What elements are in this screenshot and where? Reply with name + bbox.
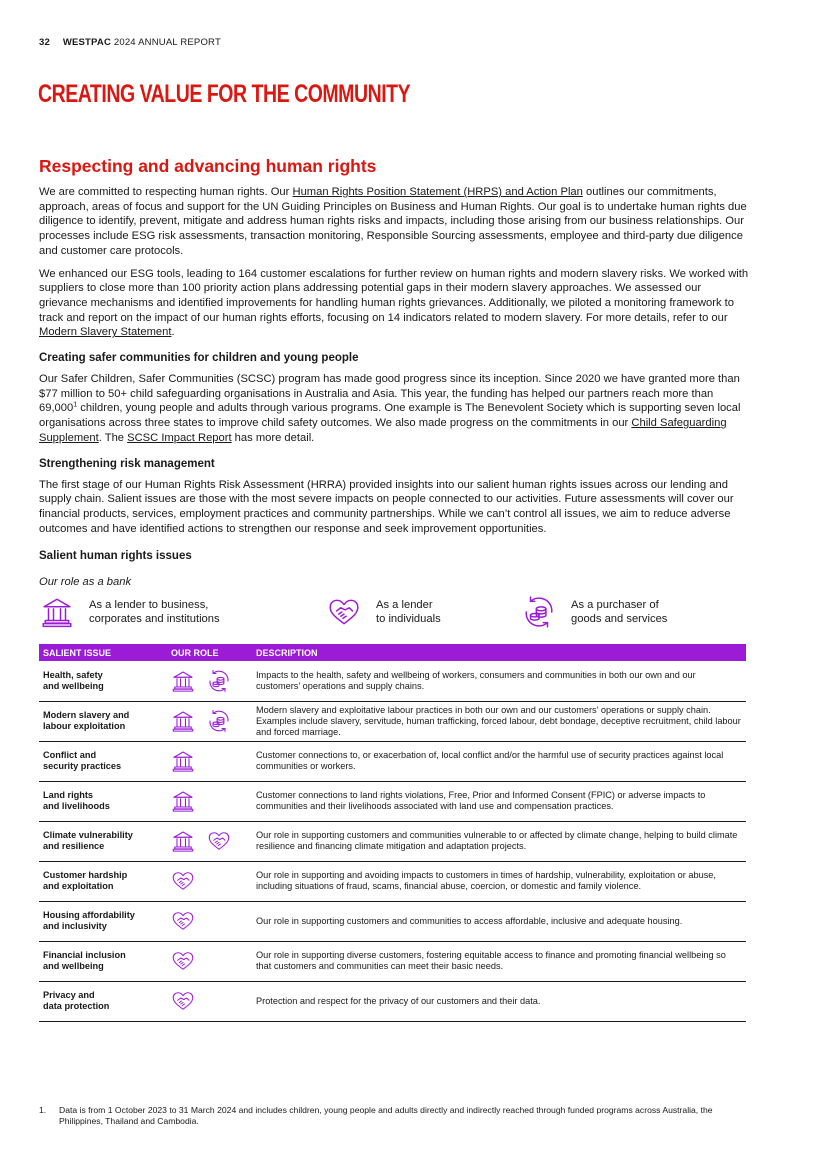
issue-name: Climate vulnerability and resilience — [39, 821, 167, 861]
paragraph-text: has more detail. — [231, 431, 315, 444]
issue-roles — [167, 661, 252, 701]
footnote-text: Data is from 1 October 2023 to 31 March 2024 and includes children, young people and adults directly and indirectly reached through funded programs across Australia, the Philippines, Thailand and Cambodia. — [59, 1105, 713, 1126]
coins-cycle-icon — [207, 709, 231, 733]
issue-name: Modern slavery and labour exploitation — [39, 701, 167, 741]
handshake-heart-icon — [171, 909, 195, 933]
coins-cycle-icon — [207, 669, 231, 693]
paragraph-text: We enhanced our ESG tools, leading to 164 customer escalations for further review on human rights and modern slavery risks. We worked with suppliers to close more than 100 priority action plans addressing potential gaps in their modern slavery approaches. We assessed our grievance mechanisms and identified improvements for handling human rights grievances. Additionally, we piloted a monitoring framework to track and report on the impact of our human rights efforts, focusing on 14 indicators related to modern slavery. For more details, refer to our — [39, 267, 749, 324]
issue-roles — [167, 781, 252, 821]
issue-name: Privacy and data protection — [39, 981, 167, 1021]
footnote-number: 1. — [39, 1105, 47, 1115]
role-business — [39, 594, 326, 630]
bank-icon — [171, 789, 195, 813]
paragraph-text: outlines our commitments, approach, areas of focus and support for the UN Guiding Principles on Business and Human Rights. Our goal is to undertake human rights due diligence to identify, prevent, mitigate and address human rights risks and impacts, including those arising from our business relationships. Our processes include ESG risk assessments, transaction monitoring, Responsible Sourcing assessments, employee and third-party due diligence and customer care protocols. — [39, 186, 747, 257]
child-safeguarding-link[interactable]: Child Safeguarding Supplement — [39, 417, 727, 444]
coins-cycle-icon — [521, 594, 557, 630]
table-row — [39, 941, 746, 981]
issue-description: Our role in supporting customers and communities to access affordable, inclusive and adequate housing. — [252, 901, 746, 941]
issue-description: Our role in supporting and avoiding impacts to customers in times of hardship, vulnerability, exploitation or abuse, including situations of fraud, scams, financial abuse, coercion, or domestic and family violence. — [252, 861, 746, 901]
page-header — [39, 37, 221, 48]
table-row — [39, 861, 746, 901]
paragraph-text: We are committed to respecting human rights. Our — [39, 186, 293, 198]
issue-name: Conflict and security practices — [39, 741, 167, 781]
issue-description: Impacts to the health, safety and wellbeing of workers, consumers and communities in both our own and our customers’ operations and supply chains. — [252, 661, 746, 701]
footnote — [39, 1105, 749, 1127]
issue-roles — [167, 821, 252, 861]
issue-description: Our role in supporting diverse customers, fostering equitable access to finance and promoting financial wellbeing so that customers and communities can meet their basic needs. — [252, 941, 746, 981]
scsc-report-link[interactable]: SCSC Impact Report — [127, 431, 232, 444]
bank-icon — [171, 749, 195, 773]
issue-name: Financial inclusion and wellbeing — [39, 941, 167, 981]
table-row — [39, 701, 746, 741]
handshake-heart-icon — [171, 949, 195, 973]
role-label: Our role as a bank — [39, 576, 132, 589]
role-legend — [39, 594, 749, 630]
issue-name: Land rights and livelihoods — [39, 781, 167, 821]
table-header-row — [39, 644, 746, 661]
column-header: DESCRIPTION — [252, 644, 746, 661]
heading-risk: Strengthening risk management — [39, 457, 215, 470]
column-header: SALIENT ISSUE — [39, 644, 167, 661]
issue-description: Customer connections to, or exacerbation of, local conflict and/or the harmful use of security practices against local communities or workers. — [252, 741, 746, 781]
issue-name: Health, safety and wellbeing — [39, 661, 167, 701]
issue-name: Housing affordability and inclusivity — [39, 901, 167, 941]
paragraph-text: . — [171, 326, 175, 339]
bank-icon — [171, 829, 195, 853]
handshake-heart-icon — [326, 594, 362, 630]
page-number: 32 — [39, 37, 50, 48]
hrps-link[interactable]: Human Rights Position Statement (HRPS) and Action Plan — [292, 186, 583, 198]
table-row — [39, 781, 746, 821]
subheading: Respecting and advancing human rights — [39, 156, 377, 176]
brand-name: WESTPAC — [62, 37, 112, 48]
table-row — [39, 661, 746, 701]
table-row — [39, 821, 746, 861]
role-text: As a purchaser of goods and services — [571, 598, 668, 626]
heading-children: Creating safer communities for children and young people — [39, 352, 359, 365]
issue-description: Customer connections to land rights violations, Free, Prior and Informed Consent (FPIC) or adverse impacts to communities and their livelihoods associated with land use and compensation practices. — [252, 781, 746, 821]
issue-roles — [167, 701, 252, 741]
bank-icon — [39, 594, 75, 630]
column-header: OUR ROLE — [167, 644, 252, 661]
issue-description: Our role in supporting customers and communities vulnerable to or affected by climate change, helping to build climate resilience and financing climate mitigation and adaptation projects. — [252, 821, 746, 861]
paragraph-hrra: The first stage of our Human Rights Risk Assessment (HRRA) provided insights into our salient human rights issues across our lending and supply chain. Salient issues are those with the most severe impacts on people connected to our activities. Future assessments will cover our financial products, services, employment practices and community partnerships. While we can’t control all issues, we aim to reduce adverse outcomes and have identified actions to strengthen our response and seek improvement opportunities. — [39, 478, 734, 535]
role-purchaser — [521, 594, 667, 630]
role-text: As a lender to individuals — [376, 598, 441, 626]
issue-description: Protection and respect for the privacy of our customers and their data. — [252, 981, 746, 1021]
section-title: CREATING VALUE FOR THE COMMUNITY — [38, 80, 411, 108]
table-row — [39, 901, 746, 941]
role-individuals — [326, 594, 521, 630]
handshake-heart-icon — [171, 869, 195, 893]
issue-roles — [167, 941, 252, 981]
salient-issues-table — [39, 644, 746, 1022]
heading-salient: Salient human rights issues — [39, 550, 192, 563]
report-name: 2024 ANNUAL REPORT — [113, 37, 221, 48]
handshake-heart-icon — [207, 829, 231, 853]
modern-slavery-link[interactable]: Modern Slavery Statement — [39, 326, 172, 339]
issue-roles — [167, 981, 252, 1021]
issue-name: Customer hardship and exploitation — [39, 861, 167, 901]
table-row — [39, 741, 746, 781]
role-text: As a lender to business, corporates and institutions — [89, 598, 220, 626]
footnote-ref[interactable]: 1 — [73, 401, 78, 409]
paragraph-text: . The — [98, 431, 128, 444]
issue-roles — [167, 901, 252, 941]
paragraph-esg — [39, 267, 749, 341]
issue-roles — [167, 741, 252, 781]
bank-icon — [171, 669, 195, 693]
paragraph-text: children, young people and adults through various programs. One example is The Benevolent Society which is supporting seven local organisations across three states to improve child safety outcomes. We also made progress on the commitments in our — [39, 402, 741, 430]
handshake-heart-icon — [171, 989, 195, 1013]
issue-roles — [167, 861, 252, 901]
paragraph-text: Our Safer Children, Safer Communities (SCSC) program has made good progress since its inception. Since 2020 we have granted more than $77 million to 50+ child safeguarding organisations in Australia and Asia. This year, the funding has helped our partners reach more than 69,000 — [39, 373, 740, 415]
table-row — [39, 981, 746, 1021]
paragraph-hrps — [39, 185, 749, 259]
bank-icon — [171, 709, 195, 733]
main-content — [39, 156, 749, 1022]
paragraph-scsc — [39, 372, 749, 446]
issue-description: Modern slavery and exploitative labour practices in both our own and our customers’ operations or supply chain. Examples include slavery, servitude, human trafficking, forced labour, debt bondage, deceptive recruitment, child labour and forced marriage. — [252, 701, 746, 741]
